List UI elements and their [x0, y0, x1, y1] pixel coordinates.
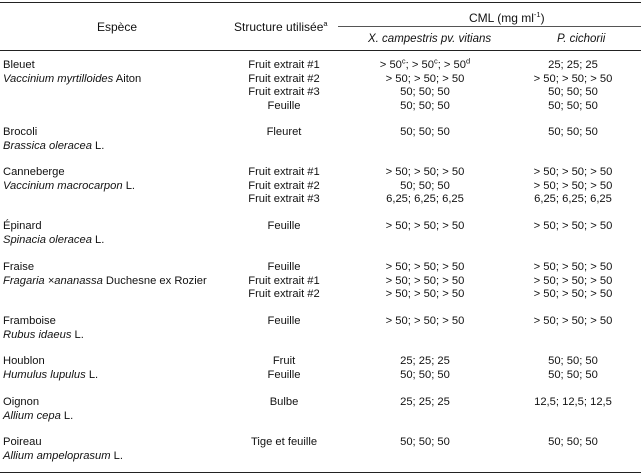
structure-cell	[230, 220, 338, 234]
species-cell	[3, 436, 123, 463]
species-scientific-name: Vaccinium myrtilloides Aiton	[3, 72, 142, 85]
pcichorii-cell	[505, 220, 641, 234]
structure-cell	[230, 396, 338, 410]
xcampestris-cell	[350, 315, 500, 329]
structure-value: Fruit extrait #3	[248, 193, 320, 206]
species-common-name: Poireau	[3, 436, 42, 448]
structure-cell	[230, 166, 338, 207]
xcampestris-value: 50; 50; 50	[400, 99, 450, 112]
xcampestris-value: 50; 50; 50	[400, 126, 450, 138]
species-cell	[3, 59, 141, 86]
xcampestris-value: 50; 50; 50	[400, 86, 450, 99]
structure-value: Tige et feuille	[250, 436, 318, 448]
header-xcampestris: X. campestris pv. vitians	[368, 33, 492, 45]
structure-value: Feuille	[267, 220, 301, 232]
species-scientific-name: Spinacia oleracea L.	[3, 233, 105, 246]
bottom-rule	[0, 472, 641, 473]
pcichorii-cell	[505, 166, 641, 207]
species-common-name: Houblon	[3, 355, 45, 367]
species-cell	[3, 126, 104, 153]
header-pcichorii: P. cichorii	[557, 33, 606, 45]
pcichorii-value: > 50; > 50; > 50	[533, 274, 613, 287]
species-common-name: Canneberge	[3, 166, 65, 178]
header-cml: CML (mg $ml^{-1}$)	[469, 10, 545, 25]
structure-cell	[230, 315, 338, 329]
xcampestris-value: > 50; > 50; > 50	[385, 288, 465, 301]
structure-value: Fleuret	[266, 126, 302, 138]
structure-value: Bulbe	[269, 396, 299, 408]
xcampestris-value: 25; 25; 25	[400, 396, 450, 408]
structure-value: Feuille	[267, 315, 301, 327]
structure-cell	[230, 261, 338, 302]
species-common-name: Brocoli	[3, 126, 38, 138]
species-cell	[3, 261, 207, 288]
xcampestris-value: 50; 50; 50	[400, 436, 450, 448]
xcampestris-value: > 50; > 50; > 50	[385, 72, 465, 85]
pcichorii-value: > 50; > 50; > 50	[533, 72, 613, 85]
structure-cell	[230, 59, 338, 113]
structure-value: Feuille	[267, 99, 301, 112]
pcichorii-cell	[505, 59, 641, 113]
species-scientific-name: Rubus idaeus L.	[3, 328, 84, 341]
xcampestris-value: 6,25; 6,25; 6,25	[386, 193, 464, 206]
xcampestris-cell	[350, 436, 500, 450]
pcichorii-value: 25; 25; 25	[548, 59, 598, 71]
structure-value: Fruit extrait #1	[248, 166, 320, 178]
pcichorii-value: 50; 50; 50	[548, 86, 598, 99]
pcichorii-cell	[505, 315, 641, 329]
species-common-name: Épinard	[3, 220, 42, 232]
species-scientific-name: Brassica oleracea L.	[3, 139, 105, 152]
structure-value: Fruit extrait #3	[248, 86, 320, 99]
top-rule	[0, 2, 641, 3]
pcichorii-cell	[505, 355, 641, 382]
species-scientific-name: Vaccinium macrocarpon L.	[3, 179, 136, 192]
pcichorii-value: 50; 50; 50	[548, 355, 598, 367]
pcichorii-cell	[505, 261, 641, 302]
pcichorii-value: 12,5; 12,5; 12,5	[534, 396, 612, 408]
pcichorii-value: 50; 50; 50	[548, 99, 598, 112]
xcampestris-value: > 50; > 50; > 50	[385, 220, 465, 232]
structure-value: Fruit extrait #1	[248, 59, 320, 71]
pcichorii-cell	[505, 396, 641, 410]
pcichorii-value: > 50; > 50; > 50	[533, 261, 613, 273]
xcampestris-value: > $50^c$; > $50^c$; > $50^d$	[379, 56, 471, 71]
xcampestris-value: > 50; > 50; > 50	[385, 274, 465, 287]
xcampestris-cell	[350, 261, 500, 302]
pcichorii-value: 50; 50; 50	[548, 126, 598, 138]
structure-cell	[230, 355, 338, 382]
structure-value: Fruit extrait #2	[248, 72, 320, 85]
structure-value: Fruit extrait #2	[248, 288, 320, 301]
pcichorii-value: > 50; > 50; > 50	[533, 179, 613, 192]
xcampestris-cell	[350, 126, 500, 140]
structure-value: Fruit extrait #2	[248, 179, 320, 192]
structure-value: Feuille	[267, 261, 301, 273]
xcampestris-value: > 50; > 50; > 50	[385, 261, 465, 273]
species-common-name: Bleuet	[3, 59, 35, 71]
cml-subrule	[338, 26, 641, 27]
pcichorii-cell	[505, 126, 641, 140]
xcampestris-cell	[350, 166, 500, 207]
species-scientific-name: Allium ampeloprasum L.	[3, 449, 124, 462]
xcampestris-cell	[350, 220, 500, 234]
species-scientific-name: Fragaria ×ananassa Duchesne ex Rozier	[3, 274, 207, 287]
pcichorii-value: > 50; > 50; > 50	[533, 288, 613, 301]
species-scientific-name: Allium cepa L.	[3, 409, 74, 422]
pcichorii-value: > 50; > 50; > 50	[533, 220, 613, 232]
pcichorii-value: 6,25; 6,25; 6,25	[534, 193, 612, 206]
species-common-name: Framboise	[3, 315, 56, 327]
structure-value: Fruit	[272, 355, 296, 367]
species-cell	[3, 166, 135, 193]
pcichorii-value: 50; 50; 50	[548, 368, 598, 381]
species-cell	[3, 315, 84, 342]
xcampestris-value: 50; 50; 50	[400, 368, 450, 381]
species-cell	[3, 396, 73, 423]
pcichorii-cell	[505, 436, 641, 450]
species-common-name: Fraise	[3, 261, 35, 273]
species-common-name: Oignon	[3, 396, 40, 408]
xcampestris-value: 25; 25; 25	[400, 355, 450, 367]
structure-cell	[230, 126, 338, 140]
xcampestris-value: 50; 50; 50	[400, 179, 450, 192]
species-scientific-name: Humulus lupulus L.	[3, 368, 99, 381]
xcampestris-value: > 50; > 50; > 50	[385, 315, 465, 327]
species-cell	[3, 220, 104, 247]
pcichorii-value: 50; 50; 50	[548, 436, 598, 448]
xcampestris-cell	[350, 56, 500, 113]
header-espece: Espèce	[97, 20, 138, 34]
header-structure: Structure utilisée$^a$	[234, 19, 328, 34]
structure-value: Feuille	[267, 368, 301, 381]
xcampestris-cell	[350, 355, 500, 382]
structure-cell	[230, 436, 338, 450]
xcampestris-value: > 50; > 50; > 50	[385, 166, 465, 178]
header-rule	[0, 50, 641, 51]
structure-value: Fruit extrait #1	[248, 274, 320, 287]
species-cell	[3, 355, 98, 382]
pcichorii-value: > 50; > 50; > 50	[533, 166, 613, 178]
pcichorii-value: > 50; > 50; > 50	[533, 315, 613, 327]
xcampestris-cell	[350, 396, 500, 410]
